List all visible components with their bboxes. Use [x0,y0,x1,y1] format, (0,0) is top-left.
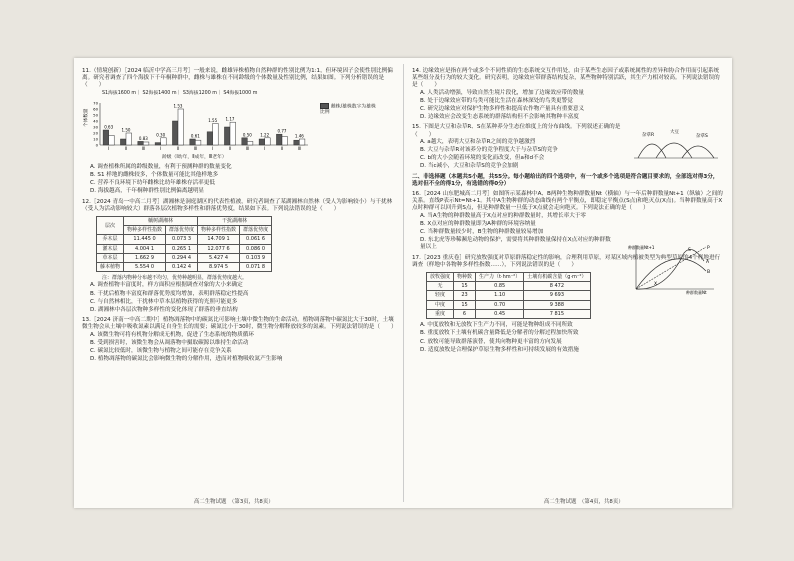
table-header: 土壤有机碳含量（g·m⁻²） [524,273,590,282]
ratio-label: 1.46 [294,133,304,139]
table-cell: 0.071 8 [240,263,272,272]
question-13 [82,317,397,363]
q13-option-a[interactable]: A. 该微生物可将有机物分解成无机物，促进了生态系统的物质循环 [90,331,254,338]
table-cell: 0.142 4 [166,263,198,272]
table-cell: 12.077 6 [198,244,240,253]
bar-male [265,138,271,145]
question-17-stem: 17.［2023 重庆卷］研究放牧强度对草原群落稳定性的影响，合理利用草原，对某区域内植被类型为典型草原的4个样地进行调查（样地中各物种多样性指数……），下列说法错误的是（ ） [412,254,721,268]
curve-label-s: 杂草S [696,134,708,140]
curve-label-r: 杂草R [642,133,655,139]
table-cell: 草本层 [97,253,124,262]
bar-female [242,138,248,145]
q17-table [426,272,591,319]
curve-weed-s [682,146,714,158]
q12-option-d[interactable]: D. 湖湘林中各层次物种多样性的变化体现了群落的垂直结构 [90,307,238,314]
q17-option-b[interactable]: B. 重度放牧下土壤有机碳含量降低是分解者的分解过程加快所致 [420,330,579,337]
curve-a [636,249,704,289]
table-cell: 15 [454,300,476,309]
table-header-layer: 层次 [97,217,124,235]
table-cell: 14.709 1 [198,235,240,244]
table-subheader: 物种多样性指数 [124,226,166,235]
table-row [97,244,272,253]
x-tick-label: Ⅰ [264,145,266,151]
q14-option-a[interactable]: A. 人类活动增强，导致自然生境片段化，增加了边缘效应带的数量 [420,89,584,96]
ratio-label: 1.22 [260,132,270,138]
table-row [97,263,272,272]
ratio-label: 0.63 [104,124,114,130]
label-x: X [654,282,658,288]
table-row [97,253,272,262]
bar-female [190,139,196,145]
table-cell: 藤本植物 [97,263,124,272]
y-axis-label: 个体数量 [84,108,89,127]
x-tick-label: Ⅰ [108,145,110,151]
bar-female [207,132,213,145]
table-cell: 0.85 [476,282,524,291]
table-subheader: 物种多样性指数 [198,226,240,235]
question-12-stem: 12.［2024 青岛一中高二月考］湖湘林是洞庭湖区的代表性植被，研究者调查了某湖湘林自然林（受人为影响较小）与干扰林（受人为活动影响较大）群落各层次植物多样性和群落优势度，结果如下表。下列说法错误的是（ ） [82,198,393,212]
table-cell: 7 815 [524,309,590,318]
ratio-label: 0.77 [277,128,287,134]
table-row [97,235,272,244]
table-cell: 中度 [427,300,454,309]
bar-female [172,121,178,145]
y-tick-label: 70 [93,100,98,106]
bar-male [247,141,253,145]
bar-male [126,133,132,145]
bar-female [276,134,282,145]
ratio-label: 0.61 [190,133,200,139]
niche-curve-figure [630,128,720,162]
table-header: 物种数 [454,273,476,282]
question-12 [82,199,394,315]
table-cell: 15 [454,282,476,291]
curve-weed-r [638,144,666,158]
table-header: 放牧强度 [427,273,454,282]
q16-option-d[interactable]: D. 东北虎等珍稀濒危动物的保护，需要将其种群数量保持在X点对应的种群数量以上 [420,237,611,251]
table-cell: 乔木层 [97,235,124,244]
table-cell: 6 [454,309,476,318]
label-s: S [688,248,691,254]
table-cell: 9 388 [524,300,590,309]
pop-y-label: 种群数量Nt+1 [628,245,655,251]
question-14 [412,68,724,121]
y-tick-label: 10 [93,136,98,142]
bar-male [161,138,167,145]
table-cell: 轻度 [427,291,454,300]
legend-swatch-female [320,103,329,109]
table-cell: 0.086 0 [240,244,272,253]
table-cell: 0.103 9 [240,253,272,262]
site-s3: S3海拔1200 m [182,90,217,96]
y-tick-label: 30 [93,124,98,130]
q11-option-d[interactable]: D. 海拔越高，千年桐种群性别比例偏离越明显 [90,188,205,195]
x-tick-label: Ⅰ [212,145,214,151]
ratio-label: 1.17 [225,116,235,122]
q15-option-a[interactable]: A. a越大，表明大豆和杂草R之间的竞争越激烈 [420,138,536,145]
x-tick-label: Ⅲ [297,145,301,151]
q14-option-d[interactable]: D. 边缘效应会改变生态系统的群落结构但不会影响其物种丰富度 [420,114,579,121]
table-row [427,291,591,300]
site-s4: S4海拔1000 m [223,90,258,96]
table-header-natural: 槭树湖湘林 [124,217,198,226]
table-row [427,300,591,309]
right-column [412,68,724,357]
page-footer-left: 高二生物试题 （第3页，共8页） [194,499,274,505]
table-cell: 灌木层 [97,244,124,253]
line-p [636,247,706,289]
table-cell: 5.554 0 [124,263,166,272]
bar-male [282,136,288,144]
exam-sheet [74,58,732,508]
bar-male [109,135,115,145]
chart-legend [320,103,380,117]
q15-option-d[interactable]: D. 当c减小，大豆和杂草S的竞争会加剧 [420,163,519,170]
bar-male [178,109,184,145]
y-tick-label: 40 [93,118,98,124]
question-11-stem: 11.（情境创新）［2024 临沂中学高三月考］一般来说，雌雄异株植物自然种群的性别比例为1:1，但环境因子会使性别比例偏离。研究者调查了四个海拔下千年桐种群中，雌株与雄株在不同龄级的个体数量及性别比例，结果如图。下列分析错误的是（ ） [82,68,393,89]
q13-option-c[interactable]: C. 碳氮比较低时，该微生物与植物之间可能存在竞争关系 [90,348,232,355]
question-15-stem: 15. 下图是大豆和杂草R、S在某种养分生态位维度上的分布曲线。下列叙述正确的是（ ） [412,124,621,138]
table-cell: 8 472 [524,282,590,291]
curve-label-soybean: 大豆 [670,130,679,136]
table-cell: 1.10 [476,291,524,300]
table-cell: 8.974 5 [198,263,240,272]
table-cell: 1.662 9 [124,253,166,262]
q12-option-c[interactable]: C. 与自然林相比，干扰林中草本层植物获得的光照可能更多 [90,298,238,305]
question-16-stem: 16.［2024 山东肥城高二月考］如图所示某森林中A、B两种生物种群数量Nt（横轴）与一年后种群数量Nt+1（纵轴）之间的关系。直线P表示Nt=Nt+1。其中A生物种群的动态曲线有两个平衡点，即稳定平衡点(S点)和绝灭点(X点)。当种群数量高于X点时种群可以回升到S点，但是种群数量一旦低于X点就会走向绝灭。下列说法正确的是（ ） [412,191,723,212]
q12-option-a[interactable]: A. 调查植物丰富度时，样方面积应根据调查对象的大小来确定 [90,282,243,289]
bar-female [294,140,300,145]
q11-option-c[interactable]: C. 营养不良环境下幼年雌株比幼年雄株存活率更低 [90,180,215,187]
x-tick-label: Ⅱ [177,145,179,151]
legend-label: 雌株/雄株数字为雄株比例 [320,104,376,116]
q14-option-c[interactable]: C. 研究边缘效应对保护生物多样性和提高农作物产量具有重要意义 [420,106,585,113]
curve-soybean [656,143,692,158]
q14-option-b[interactable]: B. 处于边缘效应带的鸟类可能比生活在森林深处的鸟类更警觉 [420,97,573,104]
question-11 [82,68,394,196]
bar-female [120,139,126,145]
table-cell: 重度 [427,309,454,318]
q16-option-b[interactable]: B. X点对应的种群数量即为A种群的环境容纳量 [420,220,536,227]
question-14-stem: 14. 边缘效应是指在两个或多个不同性质的生态系统交互作用处，由于某些生态因子或系统属性的差异和协合作用而引起系统某些组分及行为的较大变化。研究表明，边缘效应带群落结构复杂，某些物种特别活跃，其生产力相对较高。下列说法错误的是（ ） [412,68,720,89]
q17-option-d[interactable]: D. 适度放牧是合理保护草原生物多样性和可持续发展的有效措施 [420,346,579,353]
q12-table-note: 注：群落内物种分布越不均匀，优势种越明显，群落优势度越大。 [102,275,248,282]
x-axis-label: 龄级（Ⅰ幼年，Ⅱ成年，Ⅲ老年） [162,154,227,160]
x-tick-label: Ⅱ [281,145,283,151]
label-b: B [707,270,711,276]
x-tick-label: Ⅱ [229,145,231,151]
bar-male [230,122,236,145]
bar-female [259,139,265,145]
site-labels: S1海拔1600 m｜ S2海拔1400 m｜ S3海拔1200 m｜ S4海拔1000 m [102,90,258,96]
table-cell: 无 [427,282,454,291]
ratio-label: 1.53 [173,103,183,109]
q16-option-c[interactable]: C. 当种群数量较少时，B生物的种群数量较易增加 [420,229,544,236]
ratio-label: 0.83 [138,135,148,141]
pop-x-label: 种群数量Nt [686,290,707,296]
bar-female [138,141,144,145]
table-cell: 0.294 4 [166,253,198,262]
y-tick-label: 50 [93,112,98,118]
table-cell: 0.061 6 [240,235,272,244]
ratio-label: 0.50 [242,132,252,138]
q17-option-c[interactable]: C. 放牧可能导致群落演替，使其向物种更丰富的方向发展 [420,338,562,345]
question-13-stem: 13.［2024 济南一中高二期中］植物凋落物中的碳氮比可影响土壤中微生物的生命活动。植物凋落物中碳氮比大于30时，土壤微生物会从土壤中吸收氮素以满足自身生长的需要；碳氮比小于30时，微生物分解释放较多的氮素。下列说法错误的是（ ） [82,317,397,331]
ratio-label: 1.55 [208,117,218,123]
table-cell: 9 693 [524,291,590,300]
q17-option-a[interactable]: A. 中度放牧和无放牧下生产力不同，可能是物种组成不同所致 [420,322,573,329]
site-s2: S2海拔1400 m [142,90,177,96]
x-tick-label: Ⅰ [160,145,162,151]
table-cell: 0.70 [476,300,524,309]
bar-male [143,142,149,145]
table-subheader: 群落优势度 [166,226,198,235]
population-curve-figure [626,241,718,295]
table-header: 生产力（t·hm⁻²） [476,273,524,282]
label-a: A [706,260,710,266]
label-p: P [707,246,710,252]
bar-male [299,139,305,145]
x-tick-label: Ⅱ [125,145,127,151]
bar-male [195,140,201,145]
q11-option-b[interactable]: B. S1 样地的雌株较多，个体数量可能比其他样地多 [90,172,219,179]
table-header-disturbed: 干扰湖湘林 [198,217,272,226]
y-tick-label: 20 [93,130,98,136]
ratio-label: 1.50 [121,127,131,133]
q12-option-b[interactable]: B. 干扰后植物丰富度和群落优势度均增加，表明群落稳定性提高 [90,290,249,297]
q16-option-a[interactable]: A. 当A生物的种群数量高于X点对应的种群数量时，其增长率大于零 [420,212,586,219]
section-two-header: 二、非选择题（本题共5小题，共55分。每小题给出的四个选项中，有一个或多个选项是符合题目要求的，全部选对得3分，选对但不全的得1分，有选错的得0分） [412,173,719,187]
bar-female [103,130,109,145]
table-cell: 23 [454,291,476,300]
q11-option-a[interactable]: A. 调查植株所属的龄级数量，有利于预测种群的数量变化 [90,163,232,170]
table-row [427,282,591,291]
left-column [82,68,397,366]
table-cell: 0.265 1 [166,244,198,253]
table-cell: 4.004 1 [124,244,166,253]
x-tick-label: Ⅲ [193,145,197,151]
column-divider [403,64,404,502]
x-tick-label: Ⅲ [245,145,249,151]
bar-female [155,142,161,144]
q12-table [96,216,272,272]
site-s1: S1海拔1600 m [102,90,137,96]
bar-female [224,127,230,145]
table-cell: 0.073 3 [166,235,198,244]
q13-option-b[interactable]: B. 受到损害时，该微生物会从凋落物中摄取碳源以维持生命活动 [90,339,249,346]
page-footer-right: 高二生物试题 （第4页，共8页） [544,499,624,505]
ratio-label: 0.30 [156,132,166,138]
table-cell: 5.427 4 [198,253,240,262]
y-tick-label: 60 [93,106,98,112]
bar-chart [82,99,312,161]
table-cell: 11.445 0 [124,235,166,244]
q13-option-d[interactable]: D. 植物凋落物的碳氮比会影响微生物的分解作用，进而对植物吸收氮产生影响 [90,356,283,363]
q11-figure [82,99,382,161]
table-cell: 0.45 [476,309,524,318]
table-row [427,309,591,318]
x-tick-label: Ⅲ [141,145,145,151]
bar-male [213,123,219,145]
table-subheader: 群落优势度 [240,226,272,235]
q15-option-c[interactable]: C. b的大小会随着环境的变化而改变，但a和d不会 [420,155,545,162]
q15-option-b[interactable]: B. 大豆与杂草R对该养分的竞争程度大于与杂草S的竞争 [420,147,558,154]
y-tick-label: 0 [95,142,98,148]
question-15 [412,124,724,170]
